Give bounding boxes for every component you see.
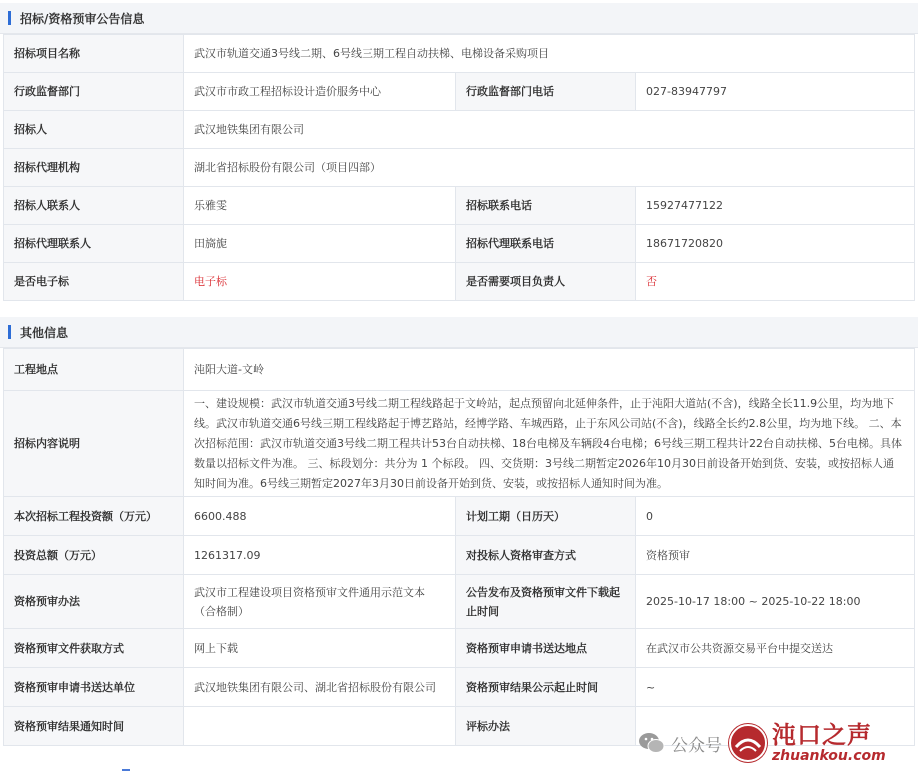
field-label: 是否需要项目负责人 xyxy=(456,263,636,301)
field-value: 2025-10-17 18:00 ~ 2025-10-22 18:00 xyxy=(636,575,915,629)
section-title: 其他信息 xyxy=(20,325,69,340)
field-value: 武汉市市政工程招标设计造价服务中心 xyxy=(184,73,456,111)
table-row xyxy=(4,391,915,497)
field-label: 资格预审结果通知时间 xyxy=(4,707,184,746)
table-row xyxy=(4,575,915,629)
field-label: 资格预审文件获取方式 xyxy=(4,629,184,668)
field-label: 评标办法 xyxy=(456,707,636,746)
field-label: 公告发布及资格预审文件下载起止时间 xyxy=(456,575,636,629)
field-value: 湖北省招标股份有限公司（项目四部） xyxy=(184,149,915,187)
field-value: 电子标 xyxy=(184,263,456,301)
table-row xyxy=(4,111,915,149)
section-header-other-info xyxy=(0,317,918,348)
table-row xyxy=(4,349,915,391)
field-value: 田旖旎 xyxy=(184,225,456,263)
field-value: 一、建设规模：武汉市轨道交通3号线二期工程线路起于文岭站，起点预留向北延伸条件，止于沌阳大道站(不含)，线路全长11.9公里，均为地下线。武汉市轨道交通6号线三期工程线路起于博艺路站，经博学路、车城西路，止于东风公司站(不含)，线路全长约2.8公里，均为地下线。 二、本次招标范围：武汉市轨道交通3号线二期工程共计53台自动扶梯、18台电梯及车辆段4台电梯；6号线三期工程共计22台自动扶梯、5台电梯。具体数量以招标文件为准。 三、标段划分：共分为 1 个标段。 四、交货期：3号线二期暂定2026年10月30日前设备开始到货、安装，或按招标人通知时间为准。6号线三期暂定2027年3月30日前设备开始到货、安装，或按招标人通知时间为准。 xyxy=(184,391,915,497)
field-label: 投资总额（万元） xyxy=(4,536,184,575)
field-value: 6600.488 xyxy=(184,497,456,536)
field-value: 武汉市工程建设项目资格预审文件通用示范文本（合格制） xyxy=(184,575,456,629)
field-value: 乐雅雯 xyxy=(184,187,456,225)
field-label: 对投标人资格审查方式 xyxy=(456,536,636,575)
field-value: 武汉地铁集团有限公司 xyxy=(184,111,915,149)
field-value: 武汉地铁集团有限公司、湖北省招标股份有限公司 xyxy=(184,668,456,707)
section-accent-bar xyxy=(8,11,11,25)
field-label: 资格预审申请书送达地点 xyxy=(456,629,636,668)
field-label: 资格预审办法 xyxy=(4,575,184,629)
field-label: 工程地点 xyxy=(4,349,184,391)
field-label: 招标内容说明 xyxy=(4,391,184,497)
field-label: 本次招标工程投资额（万元） xyxy=(4,497,184,536)
field-label: 招标项目名称 xyxy=(4,35,184,73)
wechat-label: 公众号 xyxy=(671,735,722,756)
field-value: 18671720820 xyxy=(636,225,915,263)
field-label: 行政监督部门电话 xyxy=(456,73,636,111)
section-accent-bar xyxy=(8,325,11,339)
table-row xyxy=(4,225,915,263)
table-row xyxy=(4,497,915,536)
field-value: 网上下载 xyxy=(184,629,456,668)
tender-info-table xyxy=(3,34,915,301)
section-header-tender-info xyxy=(0,3,918,34)
field-label: 招标人联系人 xyxy=(4,187,184,225)
field-value: 027-83947797 xyxy=(636,73,915,111)
field-label: 计划工期（日历天） xyxy=(456,497,636,536)
field-value: 武汉市轨道交通3号线二期、6号线三期工程自动扶梯、电梯设备采购项目 xyxy=(184,35,915,73)
field-label: 行政监督部门 xyxy=(4,73,184,111)
field-label: 招标人 xyxy=(4,111,184,149)
field-value: 15927477122 xyxy=(636,187,915,225)
other-info-table xyxy=(3,348,915,749)
field-value: 在武汉市公共资源交易平台中提交送达 xyxy=(636,629,915,668)
brand-name-en: zhuankou.com xyxy=(772,748,886,764)
field-value: 资格预审 xyxy=(636,536,915,575)
field-value: ~ xyxy=(636,668,915,707)
table-row xyxy=(4,149,915,187)
field-value: 0 xyxy=(636,497,915,536)
field-value: 否 xyxy=(636,263,915,301)
field-value: 1261317.09 xyxy=(184,536,456,575)
table-row xyxy=(4,35,915,73)
field-value: 沌阳大道-文岭 xyxy=(184,349,915,391)
table-row xyxy=(4,263,915,301)
field-value xyxy=(184,707,456,746)
field-label: 是否电子标 xyxy=(4,263,184,301)
field-label: 招标代理机构 xyxy=(4,149,184,187)
table-row xyxy=(4,187,915,225)
field-label: 招标代理联系人 xyxy=(4,225,184,263)
table-row xyxy=(4,629,915,668)
table-row xyxy=(4,73,915,111)
table-row xyxy=(4,707,915,746)
field-label: 资格预审结果公示起止时间 xyxy=(456,668,636,707)
field-label: 招标代理联系电话 xyxy=(456,225,636,263)
field-label: 招标联系电话 xyxy=(456,187,636,225)
field-value xyxy=(636,707,915,749)
table-row xyxy=(4,668,915,707)
brand-name-cn: 沌口之声 xyxy=(772,721,872,749)
table-row xyxy=(4,536,915,575)
section-title: 招标/资格预审公告信息 xyxy=(20,11,145,26)
field-label: 资格预审申请书送达单位 xyxy=(4,668,184,707)
